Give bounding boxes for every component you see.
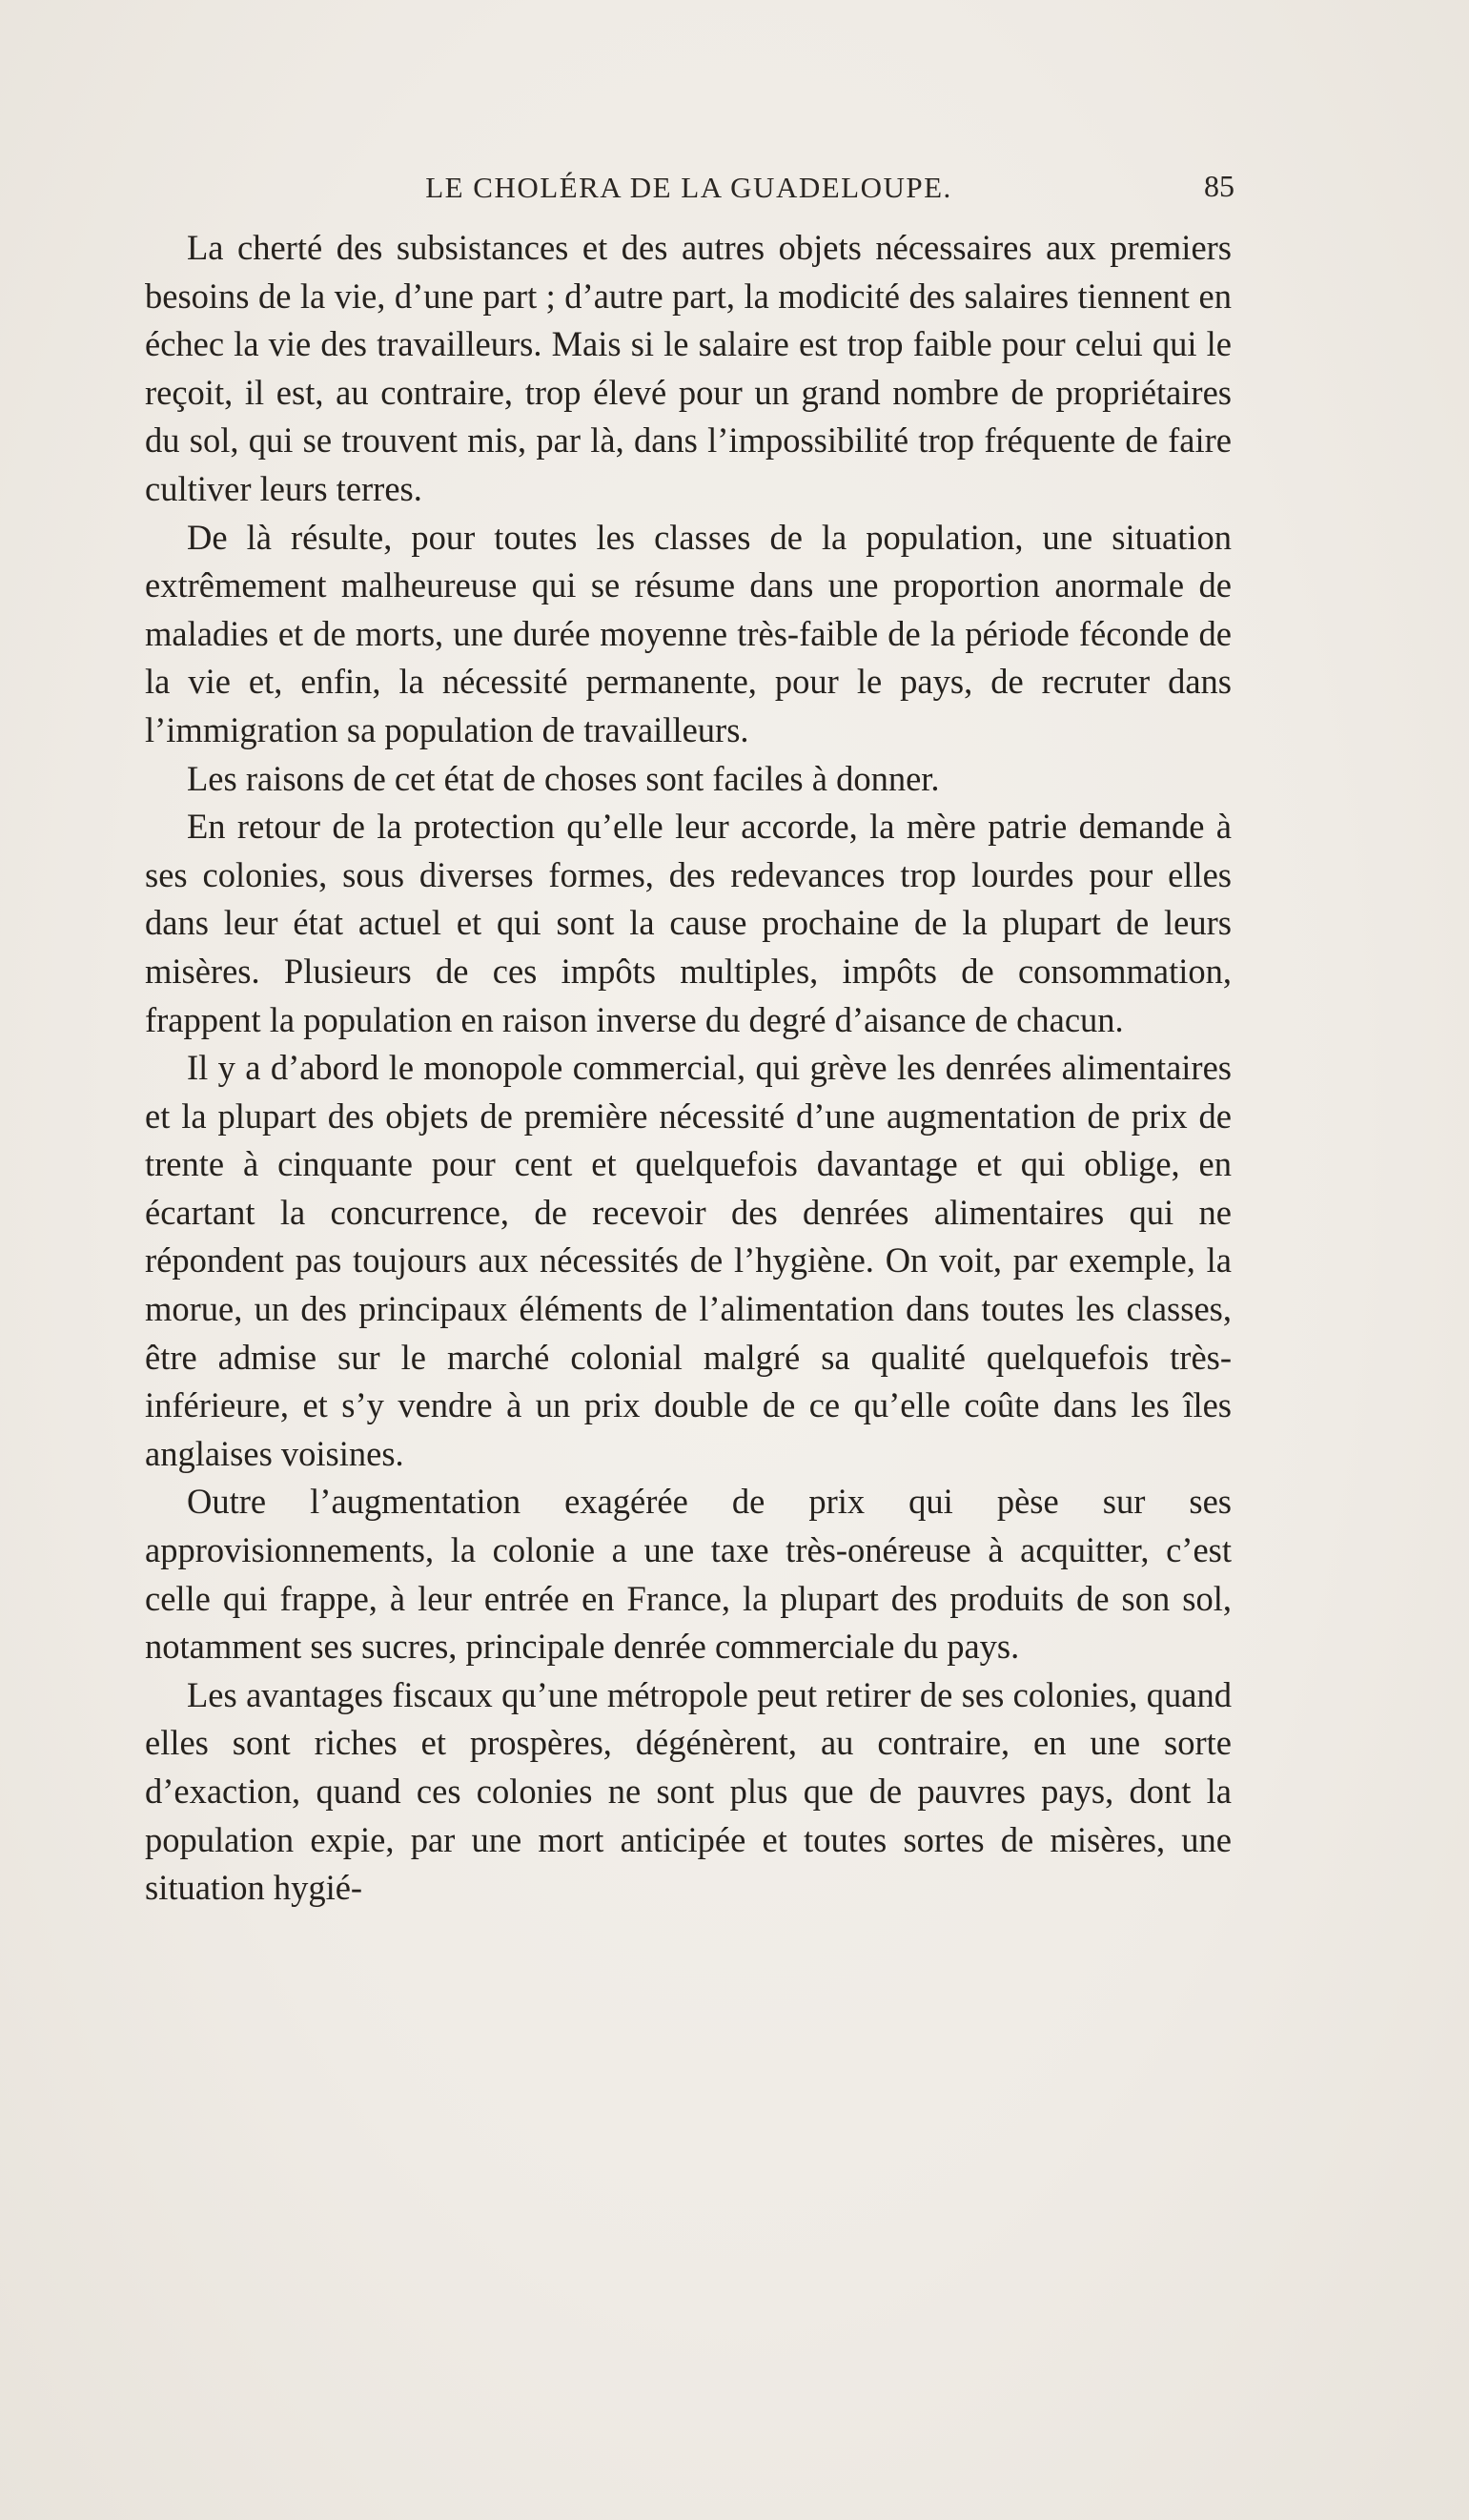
paragraph: Il y a d’abord le monopole commercial, qui grève les denrées alimentaires et la plupart des objets de première nécessité d’une augmentation de prix de trente à cinquante pour cent et quelquefois davantage et qui oblige, en écartant la concurrence, de recevoir des denrées alimentaires qui ne répondent pas toujours aux nécessités de l’hygiène. On voit, par exemple, la morue, un des principaux éléments de l’alimentation dans toutes les classes, être admise sur le marché colonial malgré sa qualité quelquefois très-inférieure, et s’y vendre à un prix double de ce qu’elle coûte dans les îles anglaises voisines.: [145, 1048, 1232, 1473]
paragraph: Les avantages fiscaux qu’une métropole peut retirer de ses colonies, quand elles sont riches et prospères, dégénèrent, au contraire, en une sorte d’exaction, quand ces colonies ne sont plus que de pauvres pays, dont la population expie, par une mort anticipée et toutes sortes de misères, une situation hygié-: [145, 1674, 1232, 1908]
body-text: [145, 224, 1232, 1913]
page-number: 85: [1204, 169, 1234, 203]
paragraph: La cherté des subsistances et des autres objets nécessaires aux premiers besoins de la vie, d’une part ; d’autre part, la modicité des salaires tiennent en échec la vie des travailleurs. Mais si le salaire est trop faible pour celui qui le reçoit, il est, au contraire, trop élevé pour un grand nombre de propriétaires du sol, qui se trouvent mis, par là, dans l’impossibilité trop fréquente de faire cultiver leurs terres.: [145, 228, 1232, 508]
paragraph: En retour de la protection qu’elle leur accorde, la mère patrie demande à ses colonies, sous diverses formes, des redevances trop lourdes pour elles dans leur état actuel et qui sont la cause prochaine de la plupart de leurs misères. Plusieurs de ces impôts multiples, impôts de consommation, frappent la population en raison inverse du degré d’aisance de chacun.: [145, 807, 1232, 1039]
paragraph: Les raisons de cet état de choses sont faciles à donner.: [187, 758, 940, 798]
paragraph: Outre l’augmentation exagérée de prix qui pèse sur ses approvisionnements, la colonie a une taxe très-onéreuse à acquitter, c’est celle qui frappe, à leur entrée en France, la plupart des produits de son sol, notamment ses sucres, principale denrée commerciale du pays.: [145, 1482, 1232, 1667]
page-header: [143, 167, 1234, 215]
paragraph: De là résulte, pour toutes les classes de la population, une situation extrêmement malheureuse qui se résume dans une proportion anormale de maladies et de morts, une durée moyenne très-faible de la période féconde de la vie et, enfin, la nécessité permanente, pour le pays, de recruter dans l’immigration sa population de travailleurs.: [145, 517, 1232, 749]
running-title: LE CHOLÉRA DE LA GUADELOUPE.: [425, 171, 952, 204]
